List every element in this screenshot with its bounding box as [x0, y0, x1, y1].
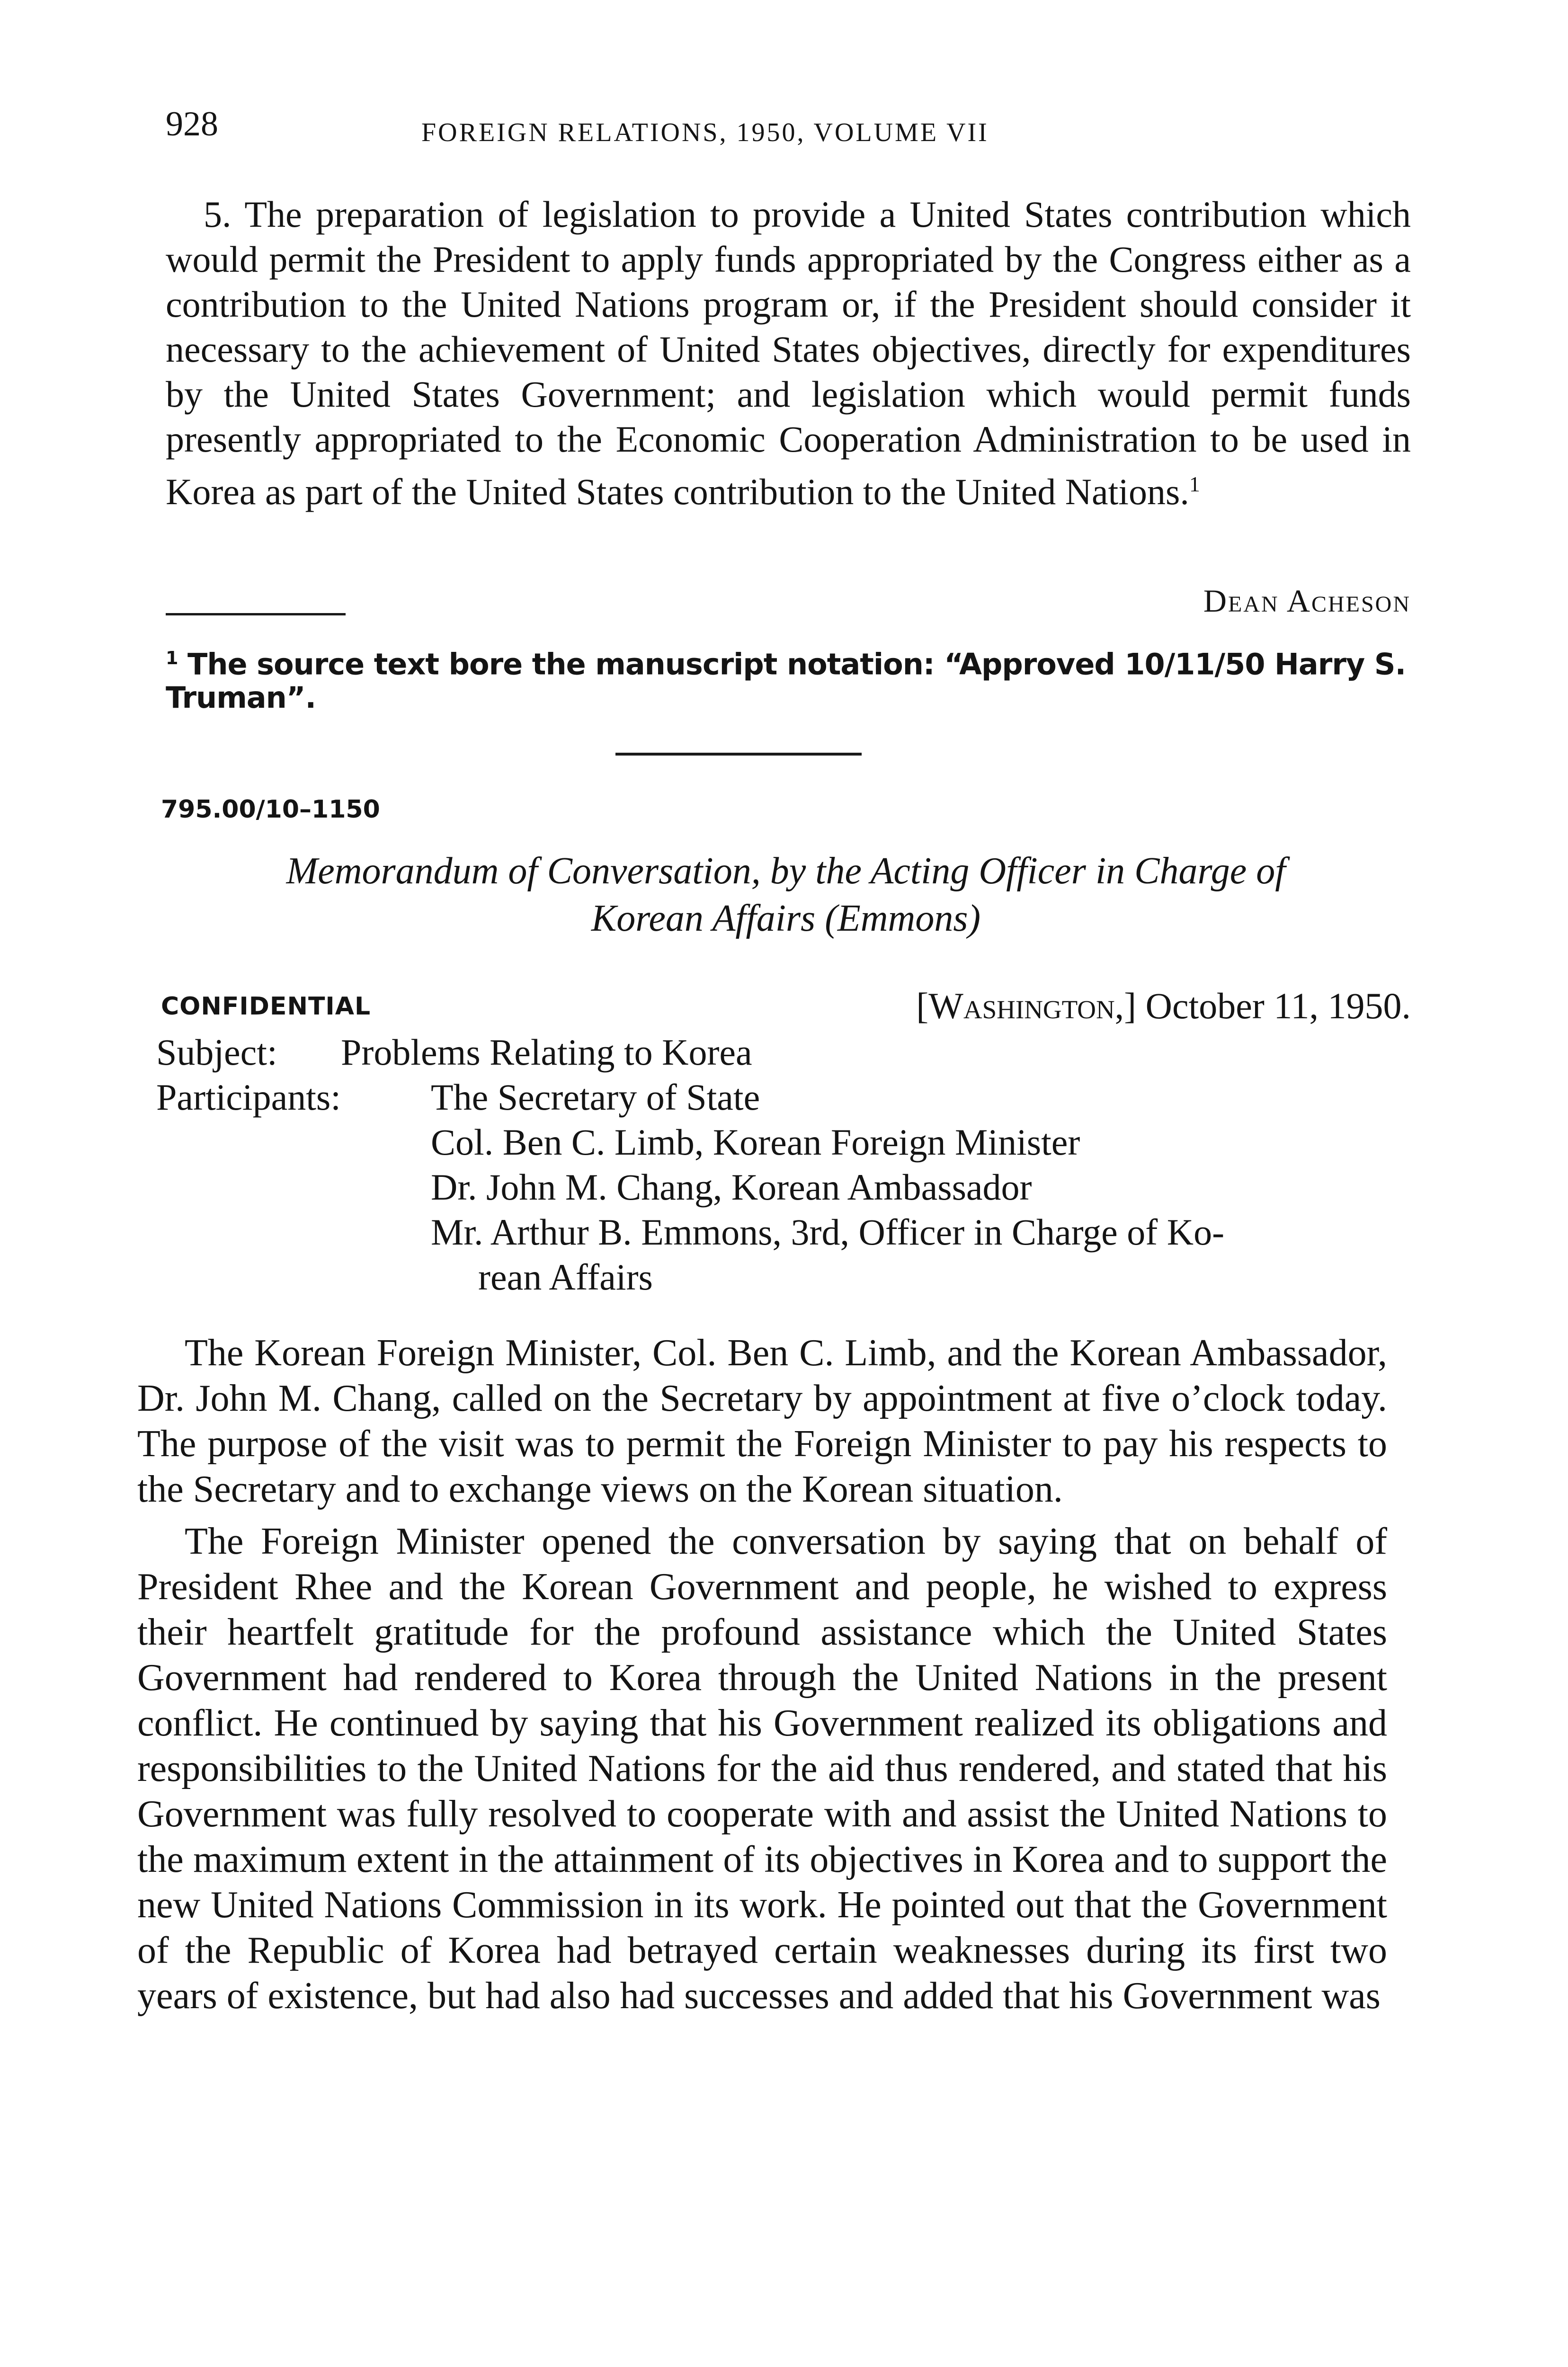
- page-number: 928: [166, 105, 218, 143]
- signature: Dean Acheson: [1203, 583, 1411, 619]
- participants-label: Participants:: [156, 1077, 341, 1118]
- file-number: 795.00/10–1150: [161, 795, 380, 824]
- classification-label: CONFIDENTIAL: [161, 992, 371, 1021]
- document-title-line-2: Korean Affairs (Emmons): [591, 898, 981, 939]
- dateline-place: [Washington,]: [916, 985, 1137, 1026]
- footnote-separator-rule: [166, 613, 346, 615]
- memo-metadata: [156, 1030, 1416, 1299]
- dateline-date: October 11, 1950.: [1145, 985, 1411, 1026]
- document-title: [156, 847, 1416, 942]
- participants-row: [156, 1255, 1416, 1299]
- participants-row: [156, 1210, 1416, 1255]
- subject-value: Problems Relating to Korea: [341, 1032, 752, 1073]
- classification-row: [161, 985, 1411, 1032]
- participants-row: [156, 1075, 1416, 1120]
- footnote-marker: 1: [166, 648, 178, 668]
- participants-row: [156, 1120, 1416, 1165]
- memo-body: [137, 1330, 1387, 2019]
- participant: Mr. Arthur B. Emmons, 3rd, Officer in Charge of Ko-: [431, 1211, 1225, 1253]
- top-paragraph-text: 5. The preparation of legislation to provide a United States contribution which would permit the President to apply funds appropriated by the Congress either as a contribution to the United Nations program or, if the President should consider it necessary to the achievement of United States objectives, directly for expenditures by the United States Government; and legislation which would permit funds presently appropriated to the Economic Cooperation Administration to be used in Korea as part of the United States contribution to the United Nations.: [166, 194, 1411, 512]
- section-divider-rule: [615, 753, 862, 756]
- participants-row: [156, 1165, 1416, 1210]
- body-paragraph-1: The Korean Foreign Minister, Col. Ben C. Limb, and the Korean Ambassador, Dr. John M. Chang, called on the Secretary by appointment at five o’clock today. The purpose of the visit was to permit the Foreign Minister to pay his respects to the Secretary and to exchange views on the Korean situation.: [137, 1332, 1387, 1510]
- footnote: [166, 641, 1411, 714]
- subject-label: Subject:: [156, 1032, 277, 1073]
- signature-row: [166, 582, 1411, 630]
- footnote-text: The source text bore the manuscript notation: “Approved 10/11/50 Harry S. Truman”.: [166, 647, 1406, 715]
- participant-continuation: rean Affairs: [478, 1256, 653, 1298]
- body-paragraph-2: The Foreign Minister opened the conversation by saying that on behalf of President Rhee and the Korean Government and people, he wished to express their heartfelt gratitude for the profound assistance which the United States Government had rendered to Korea through the United Nations in the present conflict. He continued by saying that his Government realized its obligations and responsibilities to the United Nations for the aid thus rendered, and stated that his Government was fully resolved to cooperate with and assist the United Nations to the maximum extent in the attainment of its objectives in Korea and to support the new United Nations Commission in its work. He pointed out that the Government of the Republic of Korea had betrayed certain weaknesses during its first two years of existence, but had also had successes and added that his Government was: [137, 1521, 1387, 2017]
- subject-row: [156, 1030, 1416, 1075]
- document-title-line-1: Memorandum of Conversation, by the Acting Officer in Charge of: [286, 850, 1286, 892]
- footnote-reference: 1: [1189, 472, 1200, 496]
- top-paragraph: [166, 192, 1411, 514]
- top-paragraph-block: [166, 192, 1411, 514]
- running-head: FOREIGN RELATIONS, 1950, VOLUME VII: [421, 118, 989, 147]
- participant: Col. Ben C. Limb, Korean Foreign Minister: [431, 1121, 1080, 1163]
- dateline: [916, 985, 1411, 1027]
- participant: The Secretary of State: [431, 1077, 760, 1118]
- page-header: [166, 104, 1416, 151]
- participant: Dr. John M. Chang, Korean Ambassador: [431, 1166, 1032, 1208]
